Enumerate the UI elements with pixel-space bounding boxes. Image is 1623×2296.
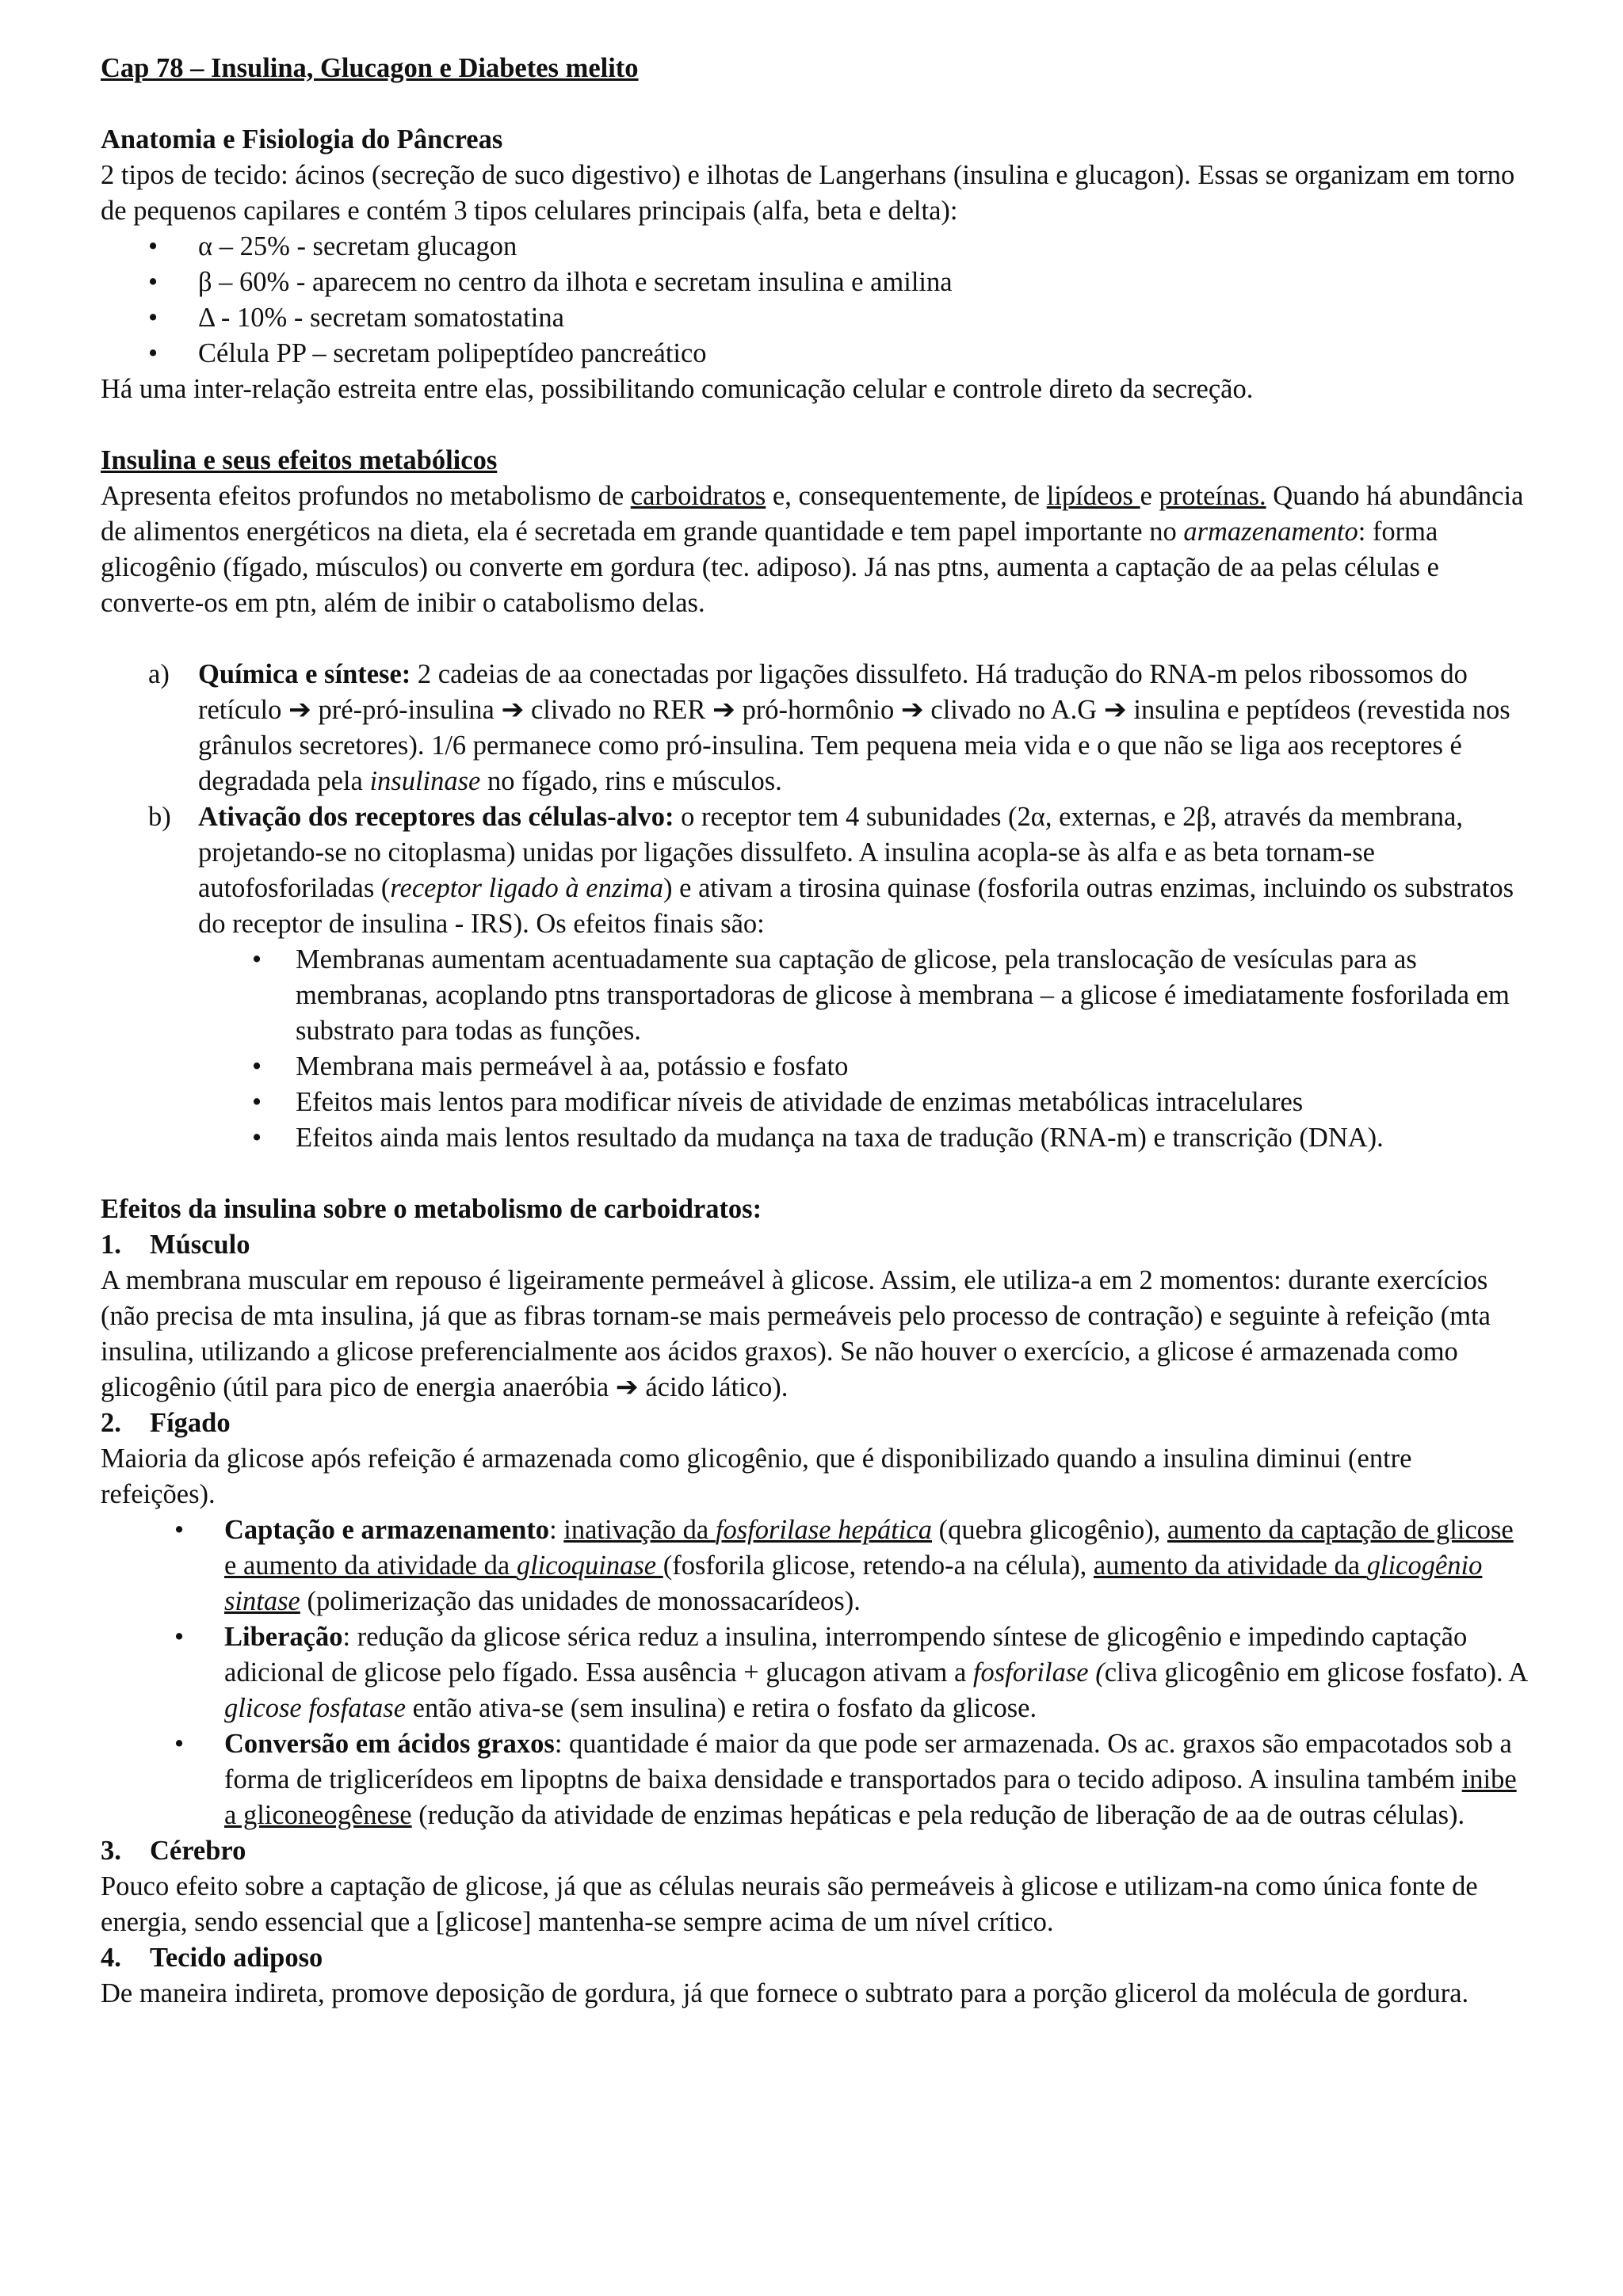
list-item-release: • Liberação: redução da glicose sérica reduz a insulina, interrompendo síntese de glicogênio e impedindo captação adicional de glicose pelo fígado. Essa ausência + glucagon ativam a fosforilase (cliva glicogênio em glicose fosfato). A glicose fosfatase então ativa-se (sem insulina) e retira o fosfato da glicose.	[101, 1619, 1527, 1726]
document-title: Cap 78 – Insulina, Glucagon e Diabetes melito	[101, 53, 639, 83]
document-page	[101, 51, 1527, 2012]
list-item-chemistry: a) Química e síntese: 2 cadeias de aa conectadas por ligações dissulfeto. Há tradução do RNA-m pelos ribossomos do retículo ➔ pré-pró-insulina ➔ clivado no RER ➔ pró-hormônio ➔ clivado no A.G ➔ insulina e peptídeos (revestida nos grânulos secretores). 1/6 permanece como pró-insulina. Tem pequena meia vida e o que não se liga aos receptores é degradada pela insulinase no fígado, rins e músculos.	[101, 657, 1527, 799]
protein-term: proteínas.	[1159, 481, 1266, 511]
liver-list	[101, 1512, 1527, 1833]
list-item: • Membranas aumentam acentuadamente sua captação de glicose, pela translocação de vesículas para as membranas, acoplando ptns transportadoras de glicose à membrana – a glicose é imediatamente fosforilada em substrato para todas as funções.	[198, 942, 1527, 1049]
arrow-icon: ➔	[900, 695, 924, 725]
section-brain-heading: 3. Cérebro	[101, 1836, 246, 1866]
insulin-items	[101, 657, 1527, 1156]
final-effects-list	[198, 942, 1527, 1156]
storage-term: armazenamento	[1183, 517, 1358, 547]
list-marker: a)	[148, 659, 170, 689]
section-muscle-heading: 1. Músculo	[101, 1230, 250, 1260]
anatomy-intro: 2 tipos de tecido: ácinos (secreção de suco digestivo) e ilhotas de Langerhans (insulina e glucagon). Essas se organizam em torno de pequenos capilares e contém 3 tipos celulares principais (alfa, beta e delta):	[101, 160, 1515, 226]
arrow-icon: ➔	[1103, 695, 1127, 725]
anatomy-heading: Anatomia e Fisiologia do Pâncreas	[101, 124, 503, 154]
arrow-icon: ➔	[288, 695, 311, 725]
lipid-term: lipídeos	[1046, 481, 1140, 511]
list-item: • Célula PP – secretam polipeptídeo pancreático	[101, 336, 1527, 372]
cell-type-list	[101, 229, 1527, 372]
list-marker: b)	[148, 802, 171, 832]
arrow-icon: ➔	[501, 695, 525, 725]
arrow-icon: ➔	[615, 1372, 639, 1402]
insulinase-term: insulinase	[369, 766, 481, 796]
list-item: • β – 60% - aparecem no centro da ilhota e secretam insulina e amilina	[101, 265, 1527, 300]
muscle-text: A membrana muscular em repouso é ligeiramente permeável à glicose. Assim, ele utiliza-a em 2 momentos: durante exercícios (não precisa de mta insulina, já que as fibras tornam-se mais permeáveis pelo processo de contração) e seguinte à refeição (mta insulina, utilizando a glicose preferencialmente aos ácidos graxos). Se não houver o exercício, a glicose é armazenada como glicogênio (útil para pico de energia anaeróbia ➔ ácido lático).	[101, 1265, 1491, 1402]
carb-effects-heading: Efeitos da insulina sobre o metabolismo de carboidratos:	[101, 1194, 762, 1224]
list-item: • Efeitos ainda mais lentos resultado da mudança na taxa de tradução (RNA-m) e transcrição (DNA).	[198, 1120, 1527, 1156]
list-item-fatty-acids: • Conversão em ácidos graxos: quantidade é maior da que pode ser armazenada. Os ac. graxos são empacotados sob a forma de triglicerídeos em lipoptns de baixa densidade e transportados para o tecido adiposo. A insulina também inibe a gliconeogênese (redução da atividade de enzimas hepáticas e pela redução de liberação de aa de outras células).	[101, 1726, 1527, 1833]
list-item: • α – 25% - secretam glucagon	[101, 229, 1527, 265]
brain-text: Pouco efeito sobre a captação de glicose, já que as células neurais são permeáveis à glicose e utilizam-na como única fonte de energia, sendo essencial que a [glicose] mantenha-se sempre acima de um nível crítico.	[101, 1871, 1478, 1937]
list-item-receptors: b) Ativação dos receptores das células-alvo: o receptor tem 4 subunidades (2α, externas, e 2β, através da membrana, projetando-se no citoplasma) unidas por ligações dissulfeto. A insulina acopla-se às alfa e as beta tornam-se autofosforiladas (receptor ligado à enzima) e ativam a tirosina quinase (fosforila outras enzimas, incluindo os substratos do receptor de insulina - IRS). Os efeitos finais são: • Membranas aumentam acentuadamente sua captação de glicose, pela translocação de vesículas para as membranas, acoplando ptns transportadoras de glicose à membrana – a glicose é imediatamente fosforilada em substrato para todas as funções. • Membrana mais permeável à aa, potássio e fosfato • Efeitos mais lentos para modificar níveis de atividade de enzimas metabólicas intracelulares • Efeitos ainda mais lentos resultado da mudança na taxa de tradução (RNA-m) e transcrição (DNA).	[101, 799, 1527, 1156]
carb-term: carboidratos	[630, 481, 766, 511]
anatomy-closing: Há uma inter-relação estreita entre elas, possibilitando comunicação celular e controle direto da secreção.	[101, 374, 1254, 404]
section-adipose-heading: 4. Tecido adiposo	[101, 1943, 323, 1973]
liver-intro: Maioria da glicose após refeição é armazenada como glicogênio, que é disponibilizado quando a insulina diminui (entre refeições).	[101, 1444, 1412, 1509]
list-item: • Membrana mais permeável à aa, potássio e fosfato	[198, 1049, 1527, 1085]
arrow-icon: ➔	[712, 695, 735, 725]
section-liver-heading: 2. Fígado	[101, 1408, 231, 1438]
insulin-heading: Insulina e seus efeitos metabólicos	[101, 445, 498, 475]
list-item: • Δ - 10% - secretam somatostatina	[101, 300, 1527, 336]
item-title: Química e síntese:	[198, 659, 411, 689]
list-item-uptake: • Captação e armazenamento: inativação da fosforilase hepática (quebra glicogênio), aumento da captação de glicose e aumento da atividade da glicoquinase (fosforila glicose, retendo-a na célula), aumento da atividade da glicogênio sintase (polimerização das unidades de monossacarídeos).	[101, 1512, 1527, 1619]
item-title: Ativação dos receptores das células-alvo:	[198, 802, 674, 832]
receptor-term: receptor ligado à enzima	[390, 873, 664, 903]
list-item: • Efeitos mais lentos para modificar níveis de atividade de enzimas metabólicas intracelulares	[198, 1085, 1527, 1120]
insulin-intro: Apresenta efeitos profundos no metabolismo de carboidratos e, consequentemente, de lipídeos e proteínas. Quando há abundância de alimentos energéticos na dieta, ela é secretada em grande quantidade e tem papel importante no armazenamento: forma glicogênio (fígado, músculos) ou converte em gordura (tec. adiposo). Já nas ptns, aumenta a captação de aa pelas células e converte-os em ptn, além de inibir o catabolismo delas.	[101, 481, 1524, 618]
adipose-text: De maneira indireta, promove deposição de gordura, já que fornece o subtrato para a porção glicerol da molécula de gordura.	[101, 1978, 1469, 2008]
